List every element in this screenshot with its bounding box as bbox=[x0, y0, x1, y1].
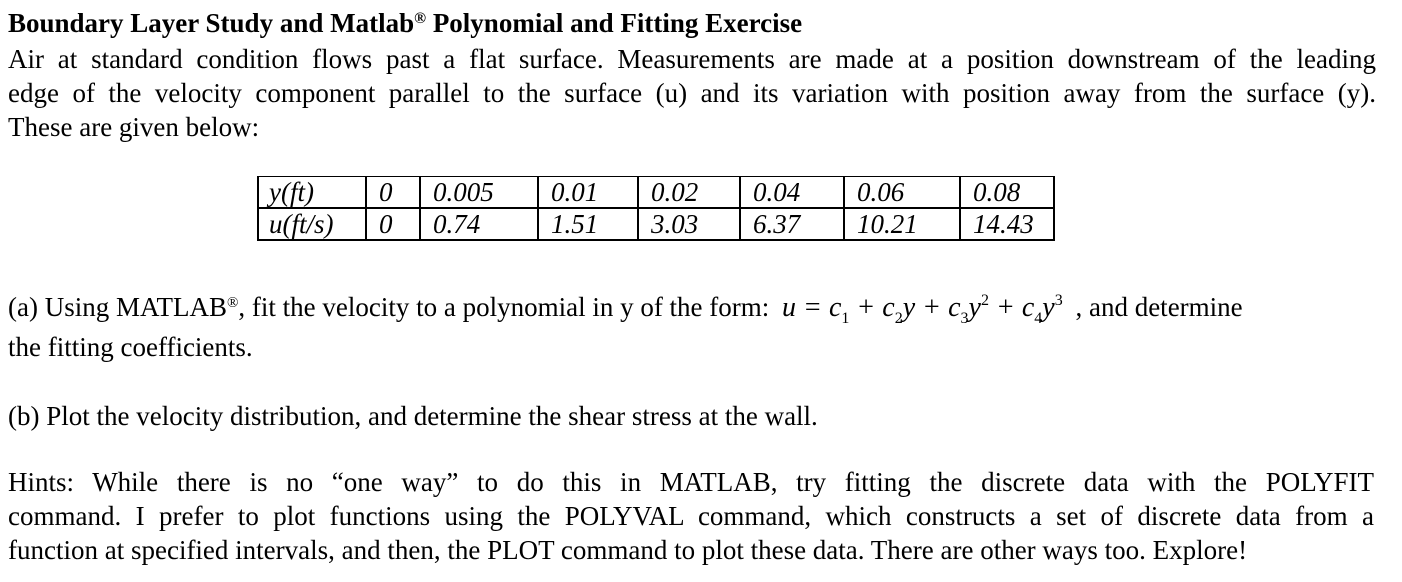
registered-mark: ® bbox=[414, 10, 427, 27]
hints-paragraph bbox=[8, 465, 1374, 567]
hints-line: function at specified intervals, and then, the PLOT command to plot these data. There are other ways too. Explore! bbox=[8, 535, 1248, 565]
title-rest: Polynomial and Fitting Exercise bbox=[426, 8, 803, 38]
table-cell: 0 bbox=[366, 208, 420, 240]
polynomial-equation: $u = c_1 + c_2y + c_3y^2 + c_4y^3$ bbox=[782, 292, 1063, 327]
table-cell: 0 bbox=[366, 177, 420, 209]
title-main: Boundary Layer Study and Matlab bbox=[8, 8, 415, 38]
table-cell: 0.06 bbox=[844, 177, 960, 209]
row-header-u: u(ft/s) bbox=[258, 208, 366, 240]
part-a-line-2: the fitting coefficients. bbox=[8, 332, 253, 362]
document-title bbox=[8, 6, 802, 40]
part-a-mid: , fit the velocity to a polynomial in y of the form: bbox=[238, 292, 777, 322]
table-cell: 1.51 bbox=[538, 208, 638, 240]
part-a-tail: , and determine bbox=[1068, 292, 1243, 322]
hints-line: command. I prefer to plot functions using the POLYVAL command, which constructs a set of discrete data from a bbox=[8, 501, 1374, 531]
measurement-table bbox=[257, 176, 1055, 241]
part-a-lead: (a) Using MATLAB bbox=[8, 292, 227, 322]
hints-line: Hints: While there is no “one way” to do this in MATLAB, try fitting the discrete data with the POLYFIT bbox=[8, 467, 1374, 497]
table-cell: 0.08 bbox=[960, 177, 1054, 209]
table-cell: 0.02 bbox=[638, 177, 740, 209]
table-row-y bbox=[258, 177, 1054, 209]
table-cell: 6.37 bbox=[740, 208, 844, 240]
intro-line: Air at standard condition flows past a flat surface. Measurements are made at a position downstream of the leading bbox=[8, 44, 1376, 74]
part-b: (b) Plot the velocity distribution, and determine the shear stress at the wall. bbox=[8, 401, 818, 431]
table-cell: 0.01 bbox=[538, 177, 638, 209]
table-cell: 10.21 bbox=[844, 208, 960, 240]
table-cell: 0.005 bbox=[420, 177, 538, 209]
table-row-u bbox=[258, 208, 1054, 240]
table-cell: 0.74 bbox=[420, 208, 538, 240]
table-cell: 3.03 bbox=[638, 208, 740, 240]
intro-line: edge of the velocity component parallel to the surface (u) and its variation with position away from the surface (y). bbox=[8, 78, 1376, 108]
registered-mark: ® bbox=[226, 295, 239, 311]
intro-line: These are given below: bbox=[8, 112, 260, 142]
table-cell: 14.43 bbox=[960, 208, 1054, 240]
part-a-line-1 bbox=[8, 290, 1243, 329]
row-header-y: y(ft) bbox=[258, 177, 366, 209]
table-cell: 0.04 bbox=[740, 177, 844, 209]
intro-paragraph bbox=[8, 42, 1376, 144]
